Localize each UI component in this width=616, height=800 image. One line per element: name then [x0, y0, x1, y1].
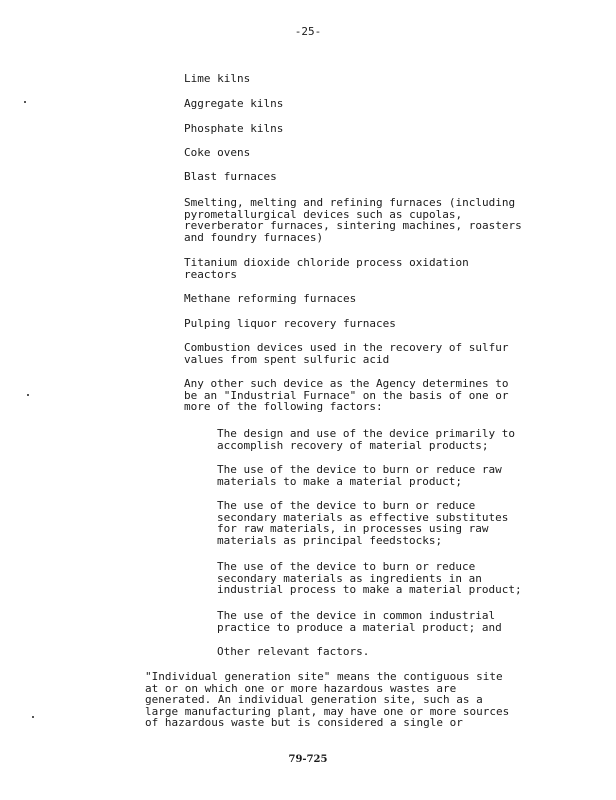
scan-speck	[27, 394, 29, 396]
factor-item-raw-materials: The use of the device to burn or reduce raw materials to make a material product;	[217, 463, 502, 488]
definition-individual-generation-site: "Individual generation site" means the contiguous site at or on which one or more hazardous wastes are generated. An individual generation site, such as a large manufacturing plant, may have one or more sources of hazardous waste but is considered a single or	[145, 670, 510, 729]
page-footer: 79-725	[288, 754, 328, 765]
scan-speck	[24, 101, 26, 103]
factor-item-substitutes: The use of the device to burn or reduce secondary materials as effective substitutes for raw materials, in processes using raw materials as principal feedstocks;	[217, 499, 509, 547]
list-item-pulping-liquor-furnaces: Pulping liquor recovery furnaces	[184, 317, 396, 330]
list-item-methane-reforming-furnaces: Methane reforming furnaces	[184, 292, 357, 305]
list-item-aggregate-kilns: Aggregate kilns	[184, 97, 284, 110]
list-item-other-devices: Any other such device as the Agency determines to be an "Industrial Furnace" on the basis of one or more of the following factors:	[184, 377, 509, 413]
list-item-lime-kilns: Lime kilns	[184, 72, 251, 85]
factor-item-ingredients: The use of the device to burn or reduce secondary materials as ingredients in an industrial process to make a material product;	[217, 560, 522, 596]
page-number: -25-	[294, 25, 322, 38]
list-item-smelting-furnaces: Smelting, melting and refining furnaces (including pyrometallurgical devices such as cupolas, reverberator furnaces, sintering machines, roasters and foundry furnaces)	[184, 196, 522, 244]
list-item-phosphate-kilns: Phosphate kilns	[184, 122, 284, 135]
factor-item-other-factors: Other relevant factors.	[217, 645, 370, 658]
factor-item-common-practice: The use of the device in common industrial practice to produce a material product; and	[217, 609, 502, 634]
scan-speck	[32, 716, 34, 718]
factor-item-design-and-use: The design and use of the device primarily to accomplish recovery of material products;	[217, 427, 516, 452]
list-item-coke-ovens: Coke ovens	[184, 146, 251, 159]
list-item-titanium-dioxide-reactors: Titanium dioxide chloride process oxidation reactors	[184, 256, 469, 281]
list-item-sulfur-recovery-devices: Combustion devices used in the recovery of sulfur values from spent sulfuric acid	[184, 341, 509, 366]
list-item-blast-furnaces: Blast furnaces	[184, 170, 277, 183]
